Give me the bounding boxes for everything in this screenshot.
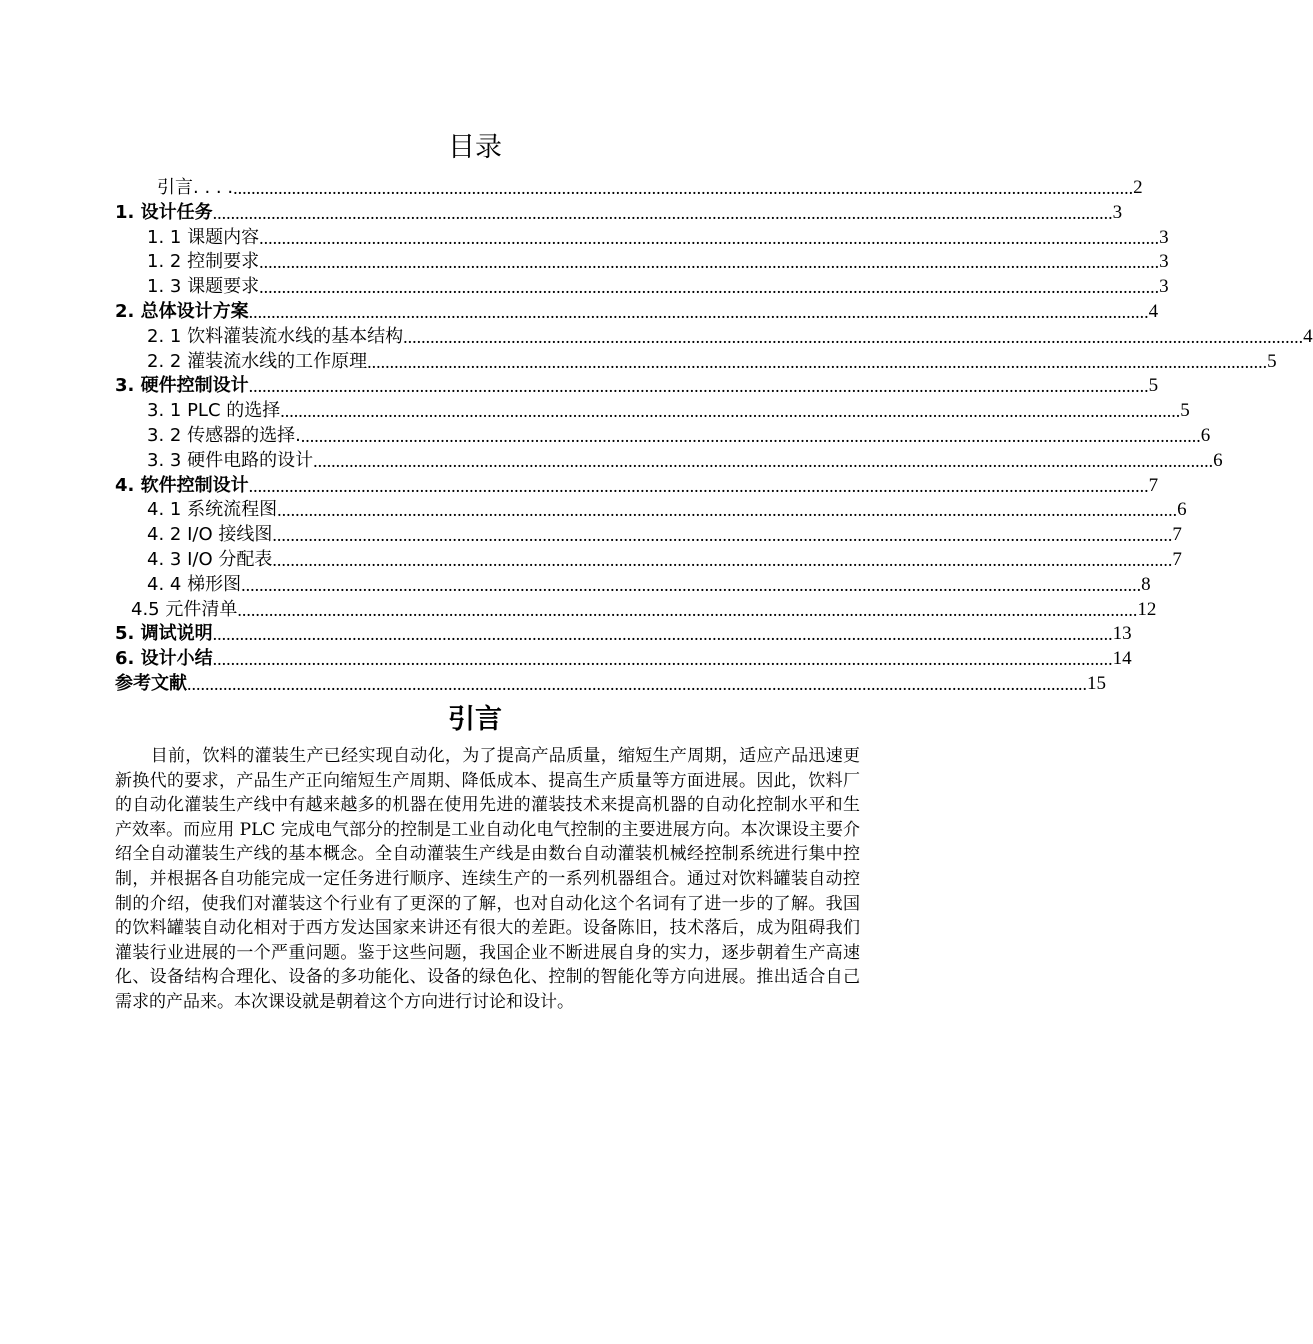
- toc-entry-label: 4. 软件控制设计: [115, 474, 249, 496]
- toc-dot-leader: ........................................................................................................................................................................................................: [272, 550, 1173, 570]
- toc-entry[interactable]: [147, 325, 1313, 349]
- toc-entry-page: 5: [1180, 400, 1190, 422]
- toc-entry-label: 1. 设计任务: [115, 201, 213, 223]
- toc-entry[interactable]: [115, 374, 1159, 398]
- intro-body: 目前，饮料的灌装生产已经实现自动化，为了提高产品质量，缩短生产周期，适应产品迅速更新换代的要求，产品生产正向缩短生产周期、降低成本、提高生产质量等方面进展。因此，饮料厂的自动化灌装生产线中有越来越多的机器在使用先进的灌装技术来提高机器的自动化控制水平和生产效率。而应用 PLC 完成电气部分的控制是工业自动化电气控制的主要进展方向。本次课设主要介绍全自动灌装生产线的基本概念。全自动灌装生产线是由数台自动灌装机械经控制系统进行集中控制，并根据各自功能完成一定任务进行顺序、连续生产的一系列机器组合。通过对饮料罐装自动控制的介绍，使我们对灌装这个行业有了更深的了解，也对自动化这个名词有了进一步的了解。我国的饮料罐装自动化相对于西方发达国家来讲还有很大的差距。设备陈旧，技术落后，成为阻碍我们灌装行业进展的一个严重问题。鉴于这些问题，我国企业不断进展自身的实力，逐步朝着生产高速化、设备结构合理化、设备的多功能化、设备的绿色化、控制的智能化等方向进展。推出适合自己需求的产品来。本次课设就是朝着这个方向进行讨论和设计。: [115, 746, 860, 1012]
- toc-dot-leader: ........................................................................................................................................................................................................: [280, 401, 1181, 422]
- toc-dot-leader: ........................................................................................................................................................................................................: [403, 326, 1304, 347]
- toc-dot-leader: ........................................................................................................................................................................................................: [233, 178, 1134, 198]
- toc-entry-label: 4. 3 I/O 分配表: [147, 549, 273, 570]
- toc-entry-label: 1. 3 课题要求: [147, 276, 260, 298]
- toc-dot-leader: ........................................................................................................................................................................................................: [259, 252, 1160, 273]
- toc-dot-leader: ........................................................................................................................................................................................................: [212, 624, 1113, 645]
- toc-entry[interactable]: [147, 523, 1182, 547]
- toc-entry-page: 14: [1112, 648, 1132, 670]
- toc-entry[interactable]: [115, 300, 1159, 324]
- toc-dot-leader: ........................................................................................................................................................................................................: [259, 277, 1160, 298]
- toc-entry[interactable]: [147, 226, 1169, 250]
- toc-dot-leader: ........................................................................................................................................................................................................: [212, 202, 1113, 223]
- toc-entry[interactable]: [147, 498, 1187, 522]
- toc-entry[interactable]: [147, 548, 1182, 572]
- toc-entry[interactable]: [147, 399, 1190, 423]
- toc-entry-page: 7: [1172, 549, 1182, 570]
- toc-entry-label: 4. 2 I/O 接线图: [147, 524, 273, 546]
- toc-entry-label: 2. 2 灌装流水线的工作原理: [147, 350, 368, 372]
- toc-entry-page: 12: [1137, 598, 1157, 620]
- toc-dot-leader: ........................................................................................................................................................................................................: [248, 302, 1149, 322]
- toc-entry-label: 4.5 元件清单: [131, 598, 238, 620]
- toc-entry-page: 15: [1087, 673, 1106, 694]
- toc-entry-label: 3. 1 PLC 的选择: [147, 400, 281, 422]
- toc-entry[interactable]: [115, 672, 1106, 696]
- toc-entry[interactable]: [131, 598, 1157, 622]
- toc-entry[interactable]: [147, 250, 1169, 274]
- toc-entry-label: 参考文献: [115, 673, 187, 694]
- toc-entry[interactable]: [147, 424, 1211, 448]
- toc-entry-page: 5: [1267, 350, 1277, 372]
- toc-dot-leader: ........................................................................................................................................................................................................: [367, 351, 1268, 372]
- toc-entry-label: 4. 1 系统流程图: [147, 499, 278, 521]
- toc-entry-page: 6: [1213, 449, 1223, 471]
- toc-title: 目录: [448, 132, 502, 163]
- toc-entry-page: 7: [1148, 474, 1159, 496]
- toc-entry-label: 2. 总体设计方案: [115, 301, 249, 322]
- toc-entry-page: 5: [1148, 375, 1159, 397]
- toc-entry-label: 1. 2 控制要求: [147, 251, 260, 273]
- toc-entry-page: 7: [1172, 524, 1182, 546]
- toc-entry-page: 13: [1112, 623, 1132, 645]
- toc-entry-page: 4: [1148, 301, 1159, 322]
- toc-entry-label: 6. 设计小结: [115, 648, 213, 670]
- toc-dot-leader: ........................................................................................................................................................................................................: [248, 376, 1149, 397]
- toc-entry-page: 8: [1141, 573, 1151, 595]
- toc-dot-leader: ........................................................................................................................................................................................................: [241, 574, 1142, 595]
- toc-entry-label: 1. 1 课题内容: [147, 226, 260, 248]
- toc-entry-page: 4: [1303, 325, 1313, 347]
- toc-entry[interactable]: [147, 275, 1169, 299]
- toc-entry[interactable]: [147, 573, 1151, 597]
- toc-entry-page: 3: [1159, 251, 1169, 273]
- toc-dot-leader: ........................................................................................................................................................................................................: [187, 674, 1087, 694]
- toc-entry[interactable]: [147, 449, 1223, 473]
- toc-dot-leader: ........................................................................................................................................................................................................: [248, 475, 1149, 496]
- toc-entry[interactable]: [115, 201, 1123, 225]
- toc-entry-label: 引言. . . .: [157, 177, 234, 198]
- toc-entry-page: 6: [1200, 425, 1211, 446]
- toc-entry[interactable]: [147, 350, 1277, 374]
- toc-entry-page: 3: [1159, 276, 1169, 298]
- toc-entry[interactable]: [115, 647, 1132, 671]
- toc-dot-leader: ........................................................................................................................................................................................................: [212, 649, 1113, 670]
- toc-entry[interactable]: [115, 622, 1132, 646]
- toc-entry-page: 2: [1133, 177, 1143, 198]
- toc-entry-label: 3. 3 硬件电路的设计: [147, 449, 314, 471]
- toc-dot-leader: ........................................................................................................................................................................................................: [259, 227, 1160, 248]
- toc-dot-leader: ........................................................................................................................................................................................................: [277, 500, 1178, 521]
- toc-entry-label: 5. 调试说明: [115, 623, 213, 645]
- toc-entry-label: 4. 4 梯形图: [147, 573, 242, 595]
- toc-entry-page: 6: [1177, 499, 1187, 521]
- toc-dot-leader: ........................................................................................................................................................................................................: [272, 525, 1173, 546]
- toc-entry-page: 3: [1159, 226, 1169, 248]
- toc-entry-page: 3: [1112, 201, 1123, 223]
- toc-dot-leader: ........................................................................................................................................................................................................: [237, 599, 1138, 620]
- toc-entry[interactable]: [157, 176, 1143, 200]
- toc-entry-label: 2. 1 饮料灌装流水线的基本结构: [147, 325, 404, 347]
- intro-heading: 引言: [448, 704, 502, 735]
- toc-entry-label: 3. 硬件控制设计: [115, 375, 249, 397]
- toc-entry[interactable]: [115, 474, 1159, 498]
- toc-dot-leader: ........................................................................................................................................................................................................: [313, 450, 1214, 471]
- toc-dot-leader: ........................................................................................................................................................................................................: [300, 426, 1201, 446]
- toc-entry-label: 3. 2 传感器的选择.: [147, 425, 301, 446]
